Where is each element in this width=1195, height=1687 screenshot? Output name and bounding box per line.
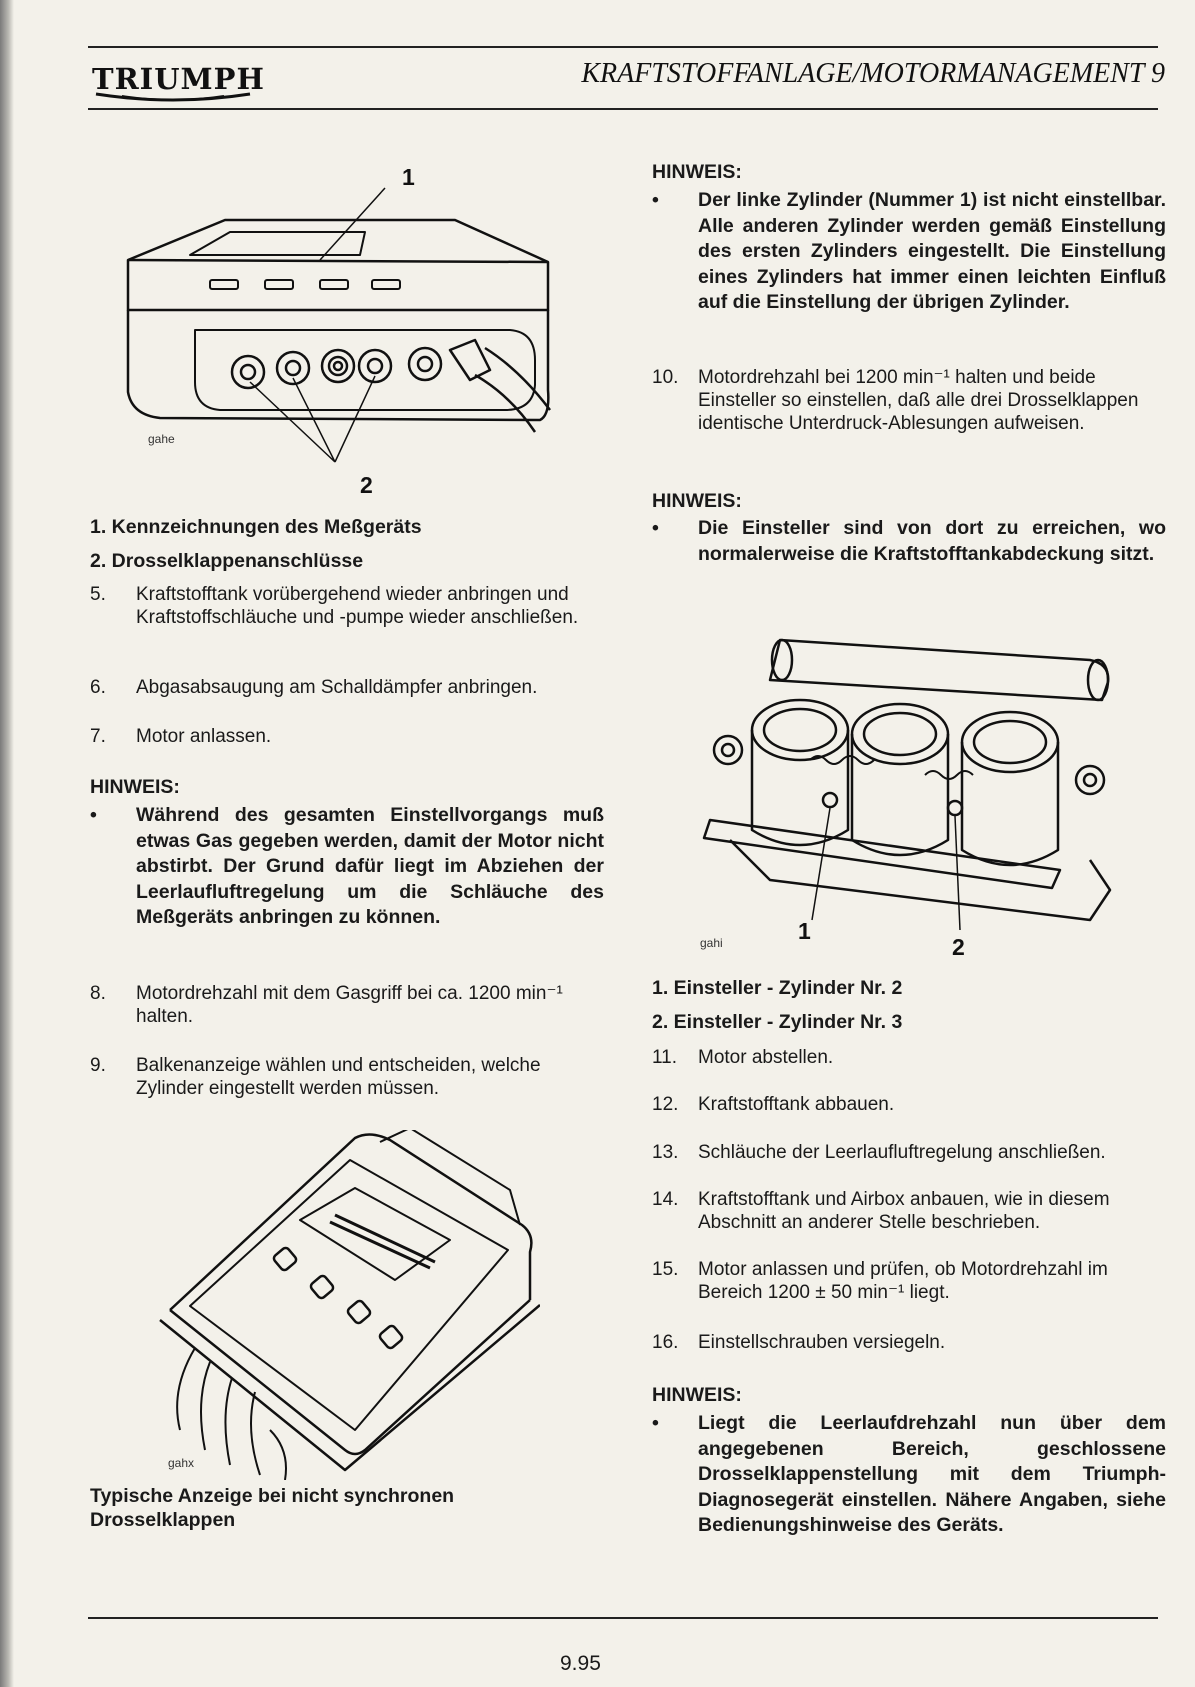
step-number: 16. (652, 1332, 679, 1353)
step-number: 7. (90, 726, 106, 747)
bullet: • (652, 189, 659, 211)
step-number: 11. (652, 1047, 678, 1068)
note-heading: HINWEIS: (90, 776, 180, 798)
note-block (90, 803, 604, 963)
step-10 (652, 366, 1167, 461)
callout-2: 2 (360, 472, 373, 498)
step-text: Motordrehzahl mit dem Gasgriff bei ca. 1200 min⁻¹ halten. (136, 983, 563, 1027)
note-text: Der linke Zylinder (Nummer 1) ist nicht einstellbar. Alle anderen Zylinder werden gemäß Einstellung des ersten Zylinders eingestellt. Die Einstellung eines Zylinders hat immer einen leichten Einfluß auf die Einstellung der übrigen Zylinder. (698, 189, 1166, 313)
step-number: 14. (652, 1189, 679, 1210)
footer-rule (88, 1617, 1158, 1619)
triumph-logo (92, 60, 265, 102)
callout-2: 2 (952, 934, 965, 960)
throttle-bodies-illustration (690, 630, 1130, 960)
step-number: 13. (652, 1142, 679, 1163)
page-title: KRAFTSTOFFANLAGE/MOTORMANAGEMENT 9 (581, 58, 1165, 89)
step-text: Motor anlassen. (136, 726, 272, 747)
note-text: Die Einsteller sind von dort zu erreichen, wo normalerweise die Kraftstofftankabdeckung sitzt. (698, 517, 1166, 565)
step-text: Motor anlassen und prüfen, ob Motordrehzahl im Bereich 1200 ± 50 min⁻¹ liegt. (698, 1259, 1108, 1303)
caption-1: 1. Kennzeichnungen des Meßgeräts (90, 516, 422, 538)
note-heading: HINWEIS: (652, 490, 742, 512)
step-text: Einstellschrauben versiegeln. (698, 1332, 946, 1353)
bullet: • (90, 804, 97, 826)
callout-1: 1 (402, 164, 415, 190)
vacuum-meter-ports-illustration (110, 170, 570, 500)
step-text: Kraftstofftank vorübergehend wieder anbringen und Kraftstoffschläuche und -pumpe wieder anschließen. (136, 584, 579, 628)
note-heading: HINWEIS: (652, 1384, 742, 1406)
figure-code: gahi (700, 936, 723, 950)
step-text: Kraftstofftank abbauen. (698, 1094, 895, 1115)
step-number: 9. (90, 1055, 106, 1076)
caption-2: 2. Einsteller - Zylinder Nr. 3 (652, 1011, 903, 1033)
note-text: Während des gesamten Einstellvorgangs muß etwas Gas gegeben werden, damit der Motor nicht abstirbt. Der Grund dafür liegt im Abziehen der Leerlaufluftregelung um die Schläuche des Meßgeräts anbringen zu können. (136, 804, 604, 928)
callout-1: 1 (798, 918, 811, 944)
vacuum-meter-display-illustration (150, 1130, 540, 1480)
caption-1: 1. Einsteller - Zylinder Nr. 2 (652, 977, 903, 999)
note-heading: HINWEIS: (652, 161, 742, 183)
scan-edge (0, 0, 14, 1687)
step-number: 12. (652, 1094, 679, 1115)
display-caption: Typische Anzeige bei nicht synchronen Drosselklappen (90, 1485, 455, 1531)
note-block (652, 516, 1167, 596)
step-text: Kraftstofftank und Airbox anbauen, wie in diesem Abschnitt an anderer Stelle beschrieben. (698, 1189, 1110, 1233)
meter-ports-figure (110, 164, 570, 500)
header-rule-bottom (88, 108, 1158, 110)
figure-code: gahx (168, 1456, 195, 1470)
step-number: 10. (652, 367, 679, 388)
bullet: • (652, 517, 659, 539)
step-text: Balkenanzeige wählen und entscheiden, welche Zylinder eingestellt werden müssen. (136, 1055, 541, 1099)
note-block (652, 188, 1167, 348)
logo-text: TRIUMPH (92, 62, 265, 96)
caption-2: 2. Drosselklappenanschlüsse (90, 550, 364, 572)
note-text: Liegt die Leerlaufdrehzahl nun über dem angegebenen Bereich, geschlossene Drosselklappenstellung mit dem Triumph-Diagnosegerät einstellen. Nähere Angaben, siehe Bedienungshinweise des Geräts. (698, 1412, 1166, 1536)
bullet: • (652, 1412, 659, 1434)
meter-display-figure (150, 1130, 540, 1480)
step-text: Schläuche der Leerlaufluftregelung anschließen. (698, 1142, 1106, 1163)
step-number: 15. (652, 1259, 679, 1280)
step-number: 5. (90, 584, 106, 605)
step-5 (90, 583, 610, 653)
figure-code: gahe (148, 432, 175, 446)
step-number: 8. (90, 983, 106, 1004)
step-text: Motor abstellen. (698, 1047, 834, 1068)
step-number: 6. (90, 677, 106, 698)
step-text: Abgasabsaugung am Schalldämpfer anbringen. (136, 677, 538, 698)
header-rule-top (88, 46, 1158, 48)
step-text: Motordrehzahl bei 1200 min⁻¹ halten und beide Einsteller so einstellen, daß alle drei Drosselklappen identische Unterdruck-Ablesungen aufweisen. (698, 367, 1139, 434)
throttle-bodies-figure (690, 630, 1130, 960)
page-number: 9.95 (560, 1652, 601, 1675)
note-block (652, 1411, 1167, 1571)
